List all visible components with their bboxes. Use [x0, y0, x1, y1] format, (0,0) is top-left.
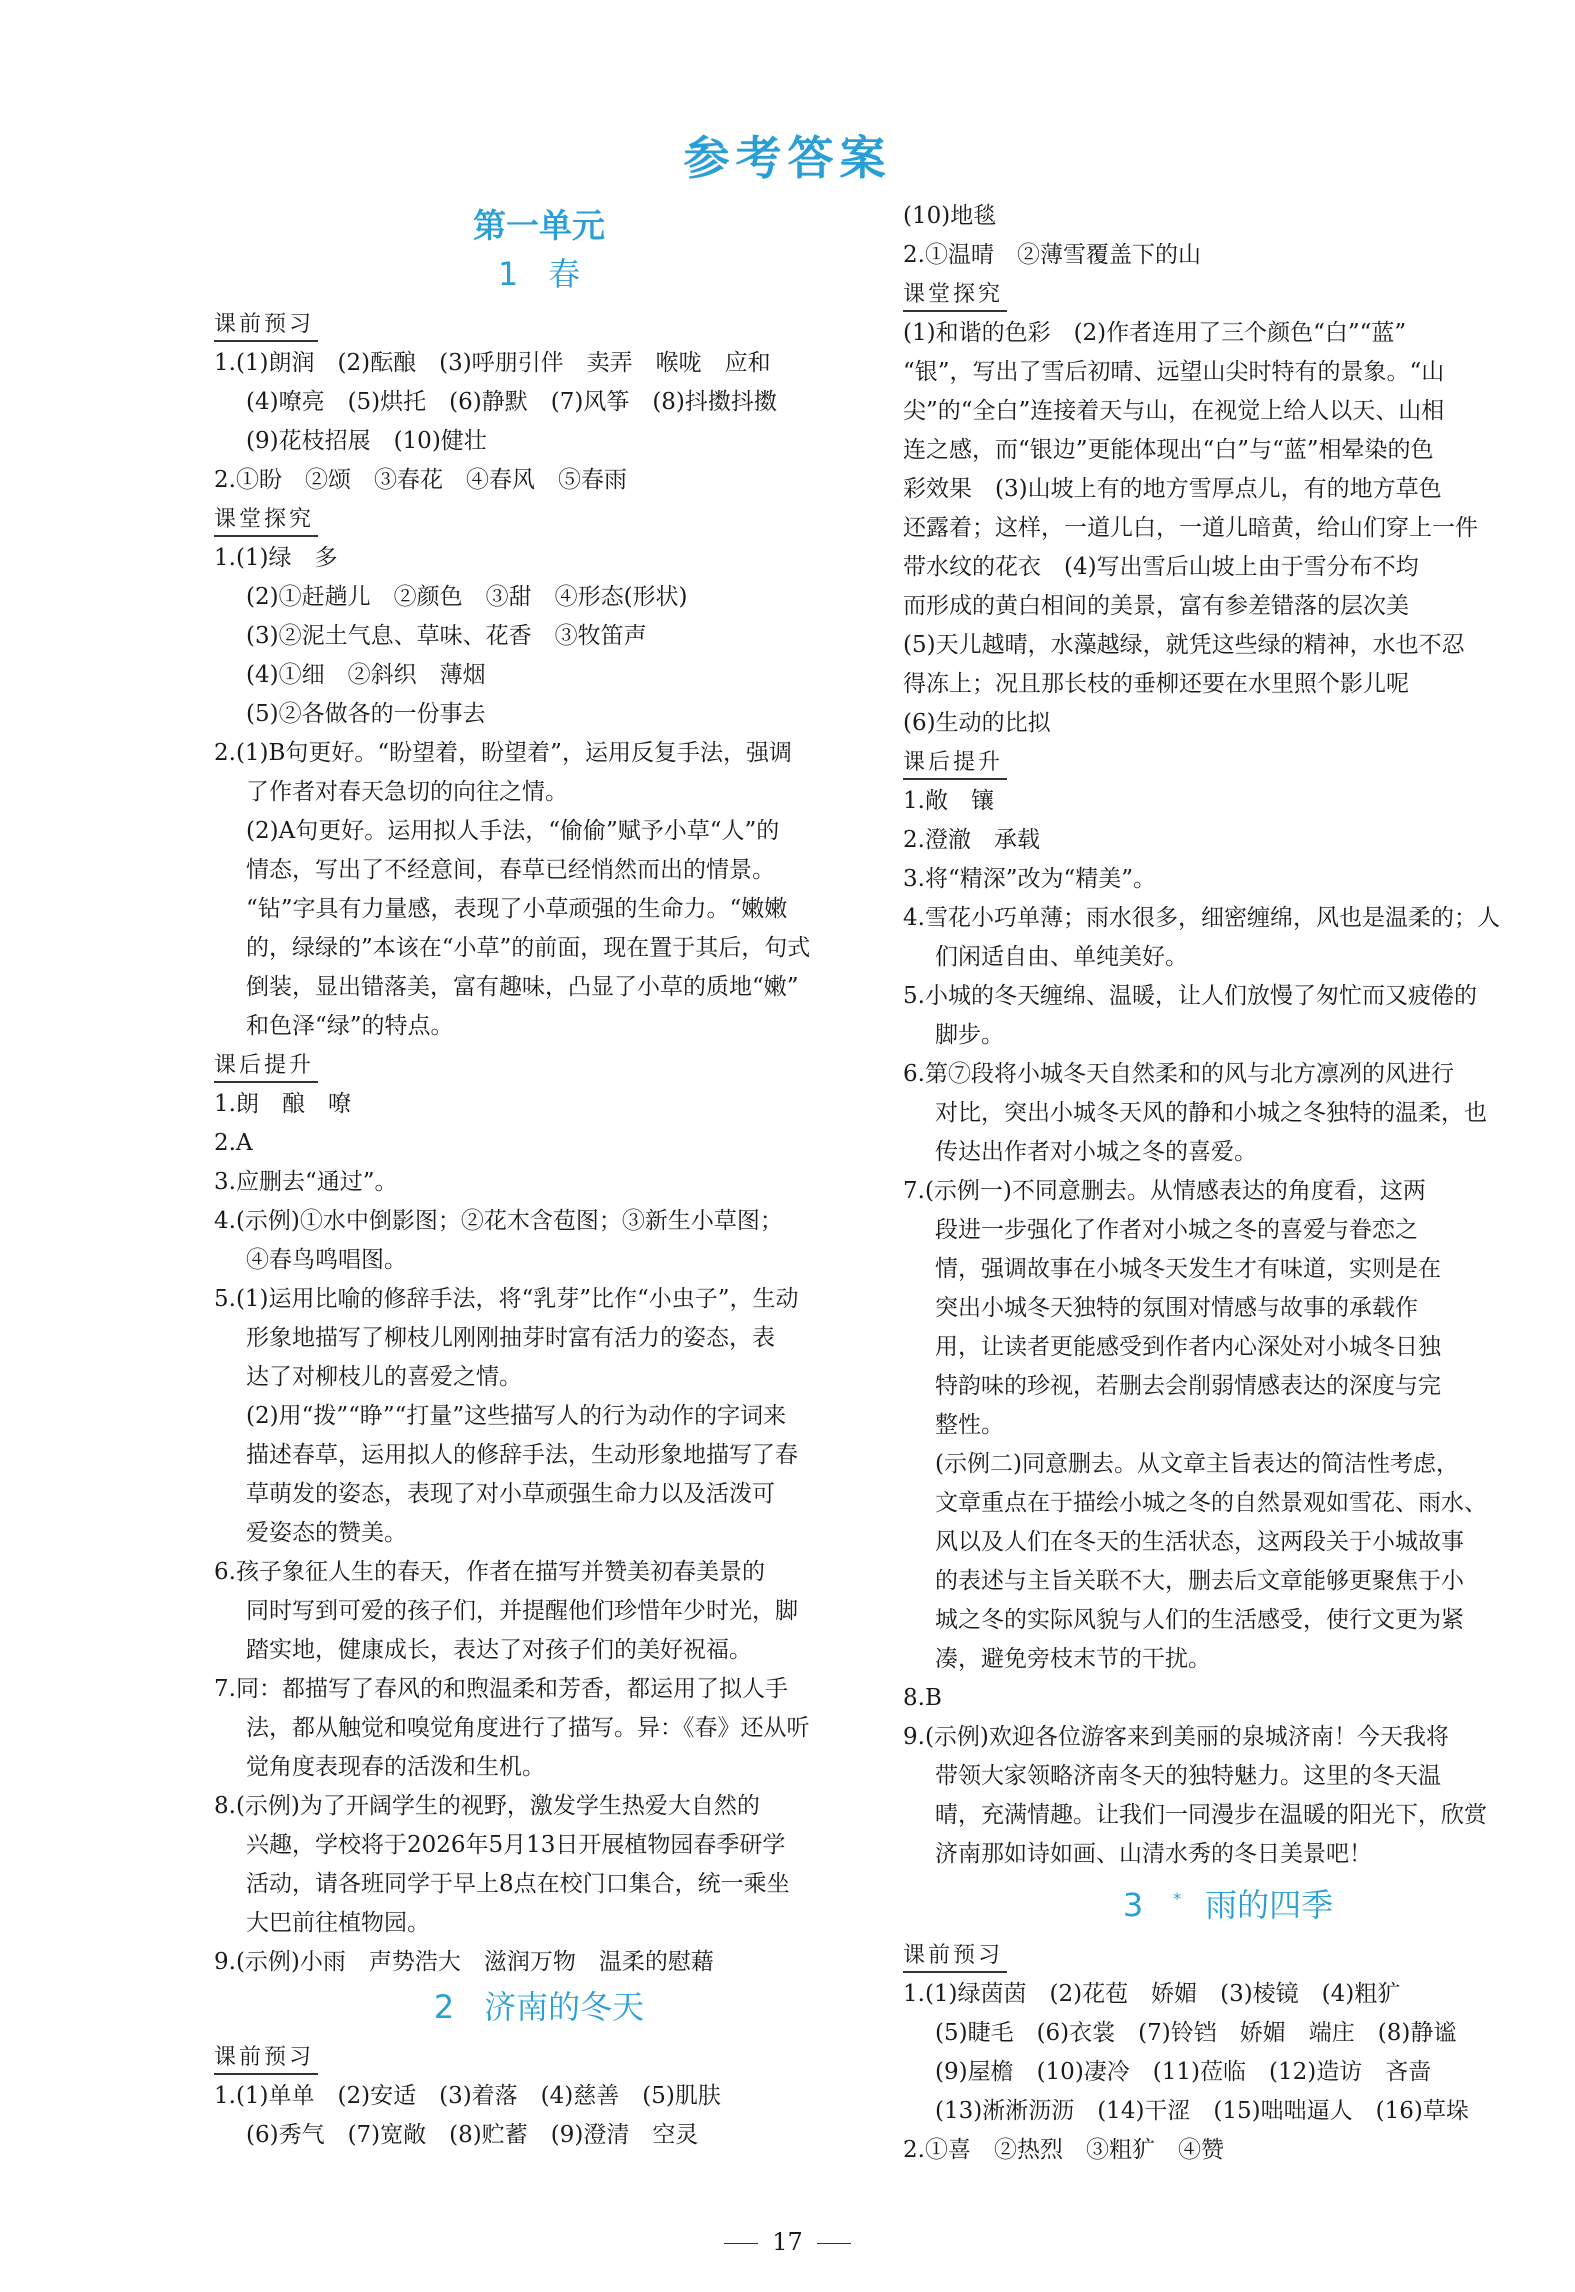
answer-line: 文章重点在于描绘小城之冬的自然景观如雪花、雨水、 — [935, 1490, 1487, 1516]
section-label-pre: 课前预习 — [214, 2043, 318, 2075]
answer-line: 7.(示例一)不同意删去。从情感表达的角度看，这两 — [903, 1178, 1426, 1204]
answer-line: (1)和谐的色彩 (2)作者连用了三个颜色“白”“蓝” — [903, 320, 1407, 346]
right-column — [903, 197, 1553, 2170]
lesson-star: * — [1173, 1889, 1182, 1908]
answer-line: 2.①温晴 ②薄雪覆盖下的山 — [903, 242, 1201, 268]
answer-line: 2.A — [214, 1130, 253, 1156]
answers-block — [214, 1085, 864, 1982]
answer-item — [214, 461, 864, 500]
answer-item — [903, 1718, 1553, 1874]
answer-item — [214, 1943, 864, 1982]
answer-item — [903, 314, 1553, 743]
answers-block — [214, 539, 864, 1046]
answer-line: 2.①喜 ②热烈 ③粗犷 ④赞 — [903, 2136, 1224, 2163]
answer-line: (6)生动的比拟 — [903, 710, 1051, 736]
answer-line: 们闲适自由、单纯美好。 — [935, 944, 1188, 970]
answer-line: “钻”字具有力量感，表现了小草顽强的生命力。“嫩嫩 — [246, 896, 788, 922]
answer-line: 同时写到可爱的孩子们，并提醒他们珍惜年少时光，脚 — [246, 1598, 798, 1624]
answer-line: (10)地毯 — [903, 203, 997, 229]
answer-line: 爱姿态的赞美。 — [246, 1520, 407, 1546]
answer-line: 带水纹的花衣 (4)写出雪后山坡上由于雪分布不均 — [903, 554, 1419, 580]
lesson-title-1 — [214, 249, 864, 299]
answers-block — [903, 314, 1553, 743]
answer-line: 彩效果 (3)山坡上有的地方雪厚点儿，有的地方草色 — [903, 476, 1442, 502]
answer-item — [214, 1202, 864, 1280]
answer-line: (3)②泥土气息、草味、花香 ③牧笛声 — [246, 623, 647, 649]
answer-line: (2)①赶趟儿 ②颜色 ③甜 ④形态(形状) — [246, 584, 688, 610]
answer-line: 倒装，显出错落美，富有趣味，凸显了小草的质地“嫩” — [246, 974, 799, 1000]
answer-line: (2)用“拨”“睁”“打量”这些描写人的行为动作的字词来 — [246, 1403, 787, 1429]
answer-line: 连之感，而“银边”更能体现出“白”与“蓝”相晕染的色 — [903, 437, 1434, 463]
answer-line: 踏实地，健康成长，表达了对孩子们的美好祝福。 — [246, 1637, 752, 1663]
answer-line: 和色泽“绿”的特点。 — [246, 1013, 454, 1039]
answer-line: 城之冬的实际风貌与人们的生活感受，使行文更为紧 — [935, 1607, 1464, 1633]
answer-line: 而形成的黄白相间的美景，富有参差错落的层次美 — [903, 593, 1409, 619]
answer-item — [903, 1975, 1553, 2131]
answer-item — [903, 782, 1553, 821]
answer-line: 1.朗 酿 嘹 — [214, 1091, 351, 1117]
answer-line: 整性。 — [935, 1412, 1004, 1438]
section-label-post: 课后提升 — [903, 748, 1007, 780]
answer-item — [214, 1280, 864, 1553]
answer-item — [903, 1172, 1553, 1679]
answer-item — [214, 734, 864, 1046]
answer-item — [903, 821, 1553, 860]
answer-item — [903, 236, 1553, 275]
answer-line: 6.孩子象征人生的春天，作者在描写并赞美初春美景的 — [214, 1559, 765, 1585]
lesson-number: 3 — [1122, 1885, 1144, 1924]
lesson-title-2 — [214, 1982, 864, 2032]
lesson-title-3 — [903, 1874, 1553, 1930]
answer-line: 6.第⑦段将小城冬天自然柔和的风与北方凛冽的风进行 — [903, 1061, 1454, 1087]
answer-line: 5.(1)运用比喻的修辞手法，将“乳芽”比作“小虫子”，生动 — [214, 1286, 799, 1312]
page-title: 参考答案 — [683, 131, 892, 185]
answer-item — [214, 2077, 864, 2155]
answer-line: (2)A句更好。运用拟人手法，“偷偷”赋予小草“人”的 — [246, 818, 780, 844]
answer-line: 1.敞 镶 — [903, 788, 994, 814]
section-label-pre: 课前预习 — [903, 1941, 1007, 1973]
answer-item — [214, 539, 864, 734]
answer-line: 尖”的“全白”连接着天与山，在视觉上给人以天、山相 — [903, 398, 1445, 424]
answer-line: 活动，请各班同学于早上8点在校门口集合，统一乘坐 — [246, 1871, 790, 1897]
answer-line: 1.(1)绿 多 — [214, 545, 338, 571]
answer-line: 草萌发的姿态，表现了对小草顽强生命力以及活泼可 — [246, 1481, 775, 1507]
answer-item — [903, 860, 1553, 899]
answer-line: 段进一步强化了作者对小城之冬的喜爱与眷恋之 — [935, 1217, 1418, 1243]
answer-line: 济南那如诗如画、山清水秀的冬日美景吧！ — [935, 1841, 1372, 1867]
answer-line: 特韵味的珍视，若删去会削弱情感表达的深度与完 — [935, 1373, 1441, 1399]
answer-line: 2.澄澈 承载 — [903, 827, 1040, 853]
answer-line: 1.(1)绿茵茵 (2)花苞 娇媚 (3)棱镜 (4)粗犷 — [903, 1980, 1401, 2007]
answer-item — [214, 1085, 864, 1124]
answer-line: 2.(1)B句更好。“盼望着，盼望着”，运用反复手法，强调 — [214, 740, 792, 766]
answer-line: 4.雪花小巧单薄；雨水很多，细密缠绵，风也是温柔的；人 — [903, 905, 1500, 931]
answer-line: 9.(示例)欢迎各位游客来到美丽的泉城济南！今天我将 — [903, 1724, 1449, 1750]
answer-item — [214, 1163, 864, 1202]
answer-line: 了作者对春天急切的向往之情。 — [246, 779, 568, 805]
lesson-name: 雨的四季 — [1205, 1885, 1334, 1924]
answer-line: 形象地描写了柳枝儿刚刚抽芽时富有活力的姿态，表 — [246, 1325, 775, 1351]
answer-line: 4.(示例)①水中倒影图；②花木含苞图；③新生小草图； — [214, 1208, 783, 1234]
answer-line: 觉角度表现春的活泼和生机。 — [246, 1754, 545, 1780]
answer-line: 9.(示例)小雨 声势浩大 滋润万物 温柔的慰藉 — [214, 1949, 714, 1975]
answer-line: (4)①细 ②斜织 薄烟 — [246, 662, 486, 688]
answers-block — [903, 782, 1553, 1874]
answer-line: 凑，避免旁枝末节的干扰。 — [935, 1646, 1211, 1672]
lesson-number: 2 — [433, 1988, 455, 2026]
answer-line: 的，绿绿的”本该在“小草”的前面，现在置于其后，句式 — [246, 935, 811, 961]
answer-item — [214, 1124, 864, 1163]
answer-line: 带领大家领略济南冬天的独特魅力。这里的冬天温 — [935, 1763, 1441, 1789]
answer-item — [903, 899, 1553, 977]
answer-item — [903, 1679, 1553, 1718]
answer-line: 用，让读者更能感受到作者内心深处对小城冬日独 — [935, 1334, 1441, 1360]
answer-line: 对比，突出小城冬天风的静和小城之冬独特的温柔，也 — [935, 1100, 1487, 1126]
lesson-number: 1 — [497, 255, 519, 293]
answer-item — [214, 1670, 864, 1787]
lesson-name: 春 — [548, 255, 581, 293]
answer-line: 5.小城的冬天缠绵、温暖，让人们放慢了匆忙而又疲倦的 — [903, 983, 1477, 1009]
answer-line: 的表述与主旨关联不大，删去后文章能够更聚焦于小 — [935, 1568, 1464, 1594]
unit-title: 第一单元 — [473, 206, 605, 245]
answer-item — [903, 977, 1553, 1055]
answer-line: (4)嘹亮 (5)烘托 (6)静默 (7)风筝 (8)抖擞抖擞 — [246, 389, 777, 415]
answer-line: 3.应删去“通过”。 — [214, 1169, 398, 1195]
answer-line: (5)②各做各的一份事去 — [246, 701, 486, 727]
section-label-post: 课后提升 — [214, 1051, 318, 1083]
page-number — [0, 2228, 1575, 2256]
left-column — [214, 195, 864, 2155]
answer-line: 法，都从触觉和嗅觉角度进行了描写。异：《春》还从听 — [246, 1715, 810, 1741]
answer-line: 达了对柳枝儿的喜爱之情。 — [246, 1364, 522, 1390]
answer-line: 8.B — [903, 1685, 942, 1711]
answer-line: (13)淅淅沥沥 (14)干涩 (15)咄咄逼人 (16)草垛 — [935, 2097, 1469, 2124]
answer-line: 脚步。 — [935, 1022, 1004, 1048]
answers-block — [903, 197, 1553, 275]
answers-block — [903, 1975, 1553, 2170]
answer-item — [903, 2131, 1553, 2170]
answer-line: 描述春草，运用拟人的修辞手法，生动形象地描写了春 — [246, 1442, 798, 1468]
answer-line: 7.同：都描写了春风的和煦温柔和芳香，都运用了拟人手 — [214, 1676, 788, 1702]
answer-item — [903, 1055, 1553, 1172]
answer-line: 3.将“精深”改为“精美”。 — [903, 866, 1156, 892]
answer-line: “银”，写出了雪后初晴、远望山尖时特有的景象。“山 — [903, 359, 1445, 385]
answer-line: (6)秀气 (7)宽敞 (8)贮蓄 (9)澄清 空灵 — [246, 2122, 699, 2148]
section-label-pre: 课前预习 — [214, 310, 318, 342]
page-number-text: 17 — [772, 2228, 803, 2256]
answer-line: 还露着；这样，一道儿白，一道儿暗黄，给山们穿上一件 — [903, 515, 1478, 541]
answer-line: 情态，写出了不经意间，春草已经悄然而出的情景。 — [246, 857, 775, 883]
answer-line: (9)屋檐 (10)凄冷 (11)莅临 (12)造访 吝啬 — [935, 2058, 1432, 2085]
answer-line: (5)天儿越晴，水藻越绿，就凭这些绿的精神，水也不忍 — [903, 632, 1465, 658]
answers-block — [214, 344, 864, 500]
answers-block — [214, 2077, 864, 2155]
section-label-class: 课堂探究 — [903, 280, 1007, 312]
answer-line: 情，强调故事在小城冬天发生才有味道，实则是在 — [935, 1256, 1441, 1282]
answer-item — [214, 1553, 864, 1670]
answer-line: 风以及人们在冬天的生活状态，这两段关于小城故事 — [935, 1529, 1464, 1555]
section-label-class: 课堂探究 — [214, 505, 318, 537]
lesson-name: 济南的冬天 — [484, 1988, 645, 2026]
answer-line: (5)睫毛 (6)衣裳 (7)铃铛 娇媚 端庄 (8)静谧 — [935, 2019, 1457, 2046]
answer-line: ④春鸟鸣唱图。 — [246, 1247, 407, 1273]
answer-line: 8.(示例)为了开阔学生的视野，激发学生热爱大自然的 — [214, 1793, 760, 1819]
answer-line: 突出小城冬天独特的氛围对情感与故事的承载作 — [935, 1295, 1418, 1321]
answer-item — [214, 344, 864, 461]
answer-line: (9)花枝招展 (10)健壮 — [246, 428, 487, 454]
answer-line: 兴趣，学校将于2026年5月13日开展植物园春季研学 — [246, 1832, 786, 1858]
answer-line: 传达出作者对小城之冬的喜爱。 — [935, 1139, 1257, 1165]
answer-item — [903, 197, 1553, 236]
answer-line: 2.①盼 ②颂 ③春花 ④春风 ⑤春雨 — [214, 467, 627, 493]
answer-line: 1.(1)朗润 (2)酝酿 (3)呼朋引伴 卖弄 喉咙 应和 — [214, 350, 771, 376]
answer-line: 晴，充满情趣。让我们一同漫步在温暖的阳光下，欣赏 — [935, 1802, 1487, 1828]
answer-line: 1.(1)单单 (2)安适 (3)着落 (4)慈善 (5)肌肤 — [214, 2083, 721, 2109]
answer-line: 大巴前往植物园。 — [246, 1910, 430, 1936]
answer-item — [214, 1787, 864, 1943]
answer-line: (示例二)同意删去。从文章主旨表达的简洁性考虑， — [935, 1451, 1459, 1477]
answer-line: 得冻上；况且那长枝的垂柳还要在水里照个影儿呢 — [903, 671, 1409, 697]
